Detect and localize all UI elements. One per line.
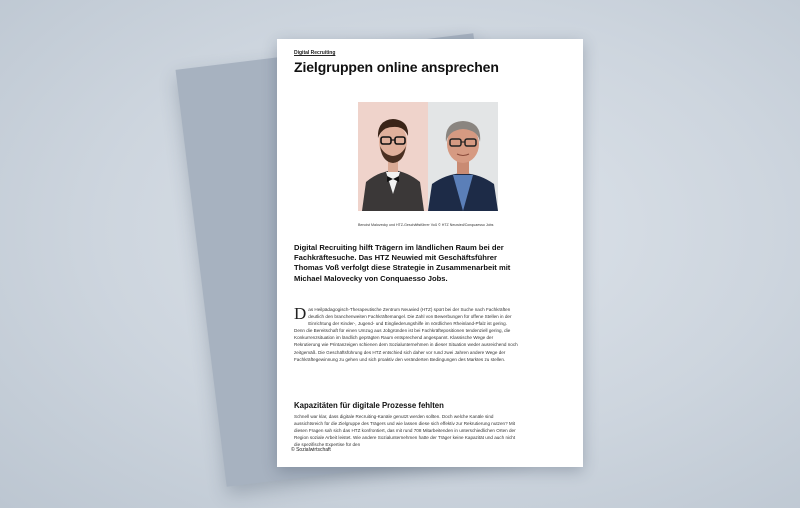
copyright-note: © Sozialwirtschaft	[291, 447, 331, 453]
document-page	[277, 39, 583, 467]
drop-cap: D	[294, 304, 307, 323]
article-title: Zielgruppen online ansprechen	[294, 59, 499, 75]
article-body-paragraph-1	[294, 306, 519, 363]
article-kicker: Digital Recruiting	[294, 50, 336, 56]
photo-caption: Benoist Malovecky und HTZ-Geschäftsführer Voß © HTZ Neuwied/Conquaesso Jobs	[358, 223, 494, 227]
article-lead: Digital Recruiting hilft Trägern im ländlichen Raum bei der Fachkräftesuche. Das HTZ Neuwied mit Geschäftsführer Thomas Voß verfolgt diese Strategie in Zusammenarbeit mit Michael Malovecky von Conquaesso Jobs.	[294, 243, 511, 283]
portrait-right	[428, 102, 498, 211]
article-subheading: Kapazitäten für digitale Prozesse fehlten	[294, 401, 444, 410]
portrait-left	[358, 102, 428, 211]
article-body-paragraph-2: Schnell war klar, dass digitale Recruiting-Kanäle genutzt werden sollten. Doch welche Kanäle sind aussichtsreich für die Zielgruppe des Trägers und wie lassen diese sich effektiv zur Rekrutierung nutzen? Mit diesen Fragen sah sich das HTZ konfrontiert, das mit rund 708 Mitarbeitenden in unterschiedlichen Orten der Region soziale Arbeit leistet. Wie andere Sozialunternehmen hatte der Träger keine Kapazität und auch nicht die spezifische Expertise für den	[294, 414, 516, 448]
paragraph-1-text: as Heilpädagogisch-Therapeutische Zentrum Neuwied (HTZ) spürt bei der Suche nach Fachkräften deutlich den branchenweiten Fachkräftemangel. Die Zahl von Bewerbungen für offene Stellen in der Einrichtung der Kinder-, Jugend- und Eingliederungshilfe im nördlichen Rheinland-Pfalz ist gering. Denn die Bereitschaft für einen Umzug aus Jobgründen ist bei Fachkräftepositionen tendenziell gering, die Konkurrenzsituation im ländlich geprägten Raum entsprechend angespannt. Klassische Wege der Rekrutierung wie Printanzeigen schienen dem Sozialunternehmen in dieser Situation weder ausreichend noch zeitgemäß. Die Geschäftsführung des HTZ entschied sich daher vor rund zwei Jahren andere Wege der Fachkräftegewinnung zu gehen und sich proaktiv den veränderten Bedingungen des Marktes zu stellen.	[294, 307, 518, 362]
article-photo	[358, 102, 498, 211]
